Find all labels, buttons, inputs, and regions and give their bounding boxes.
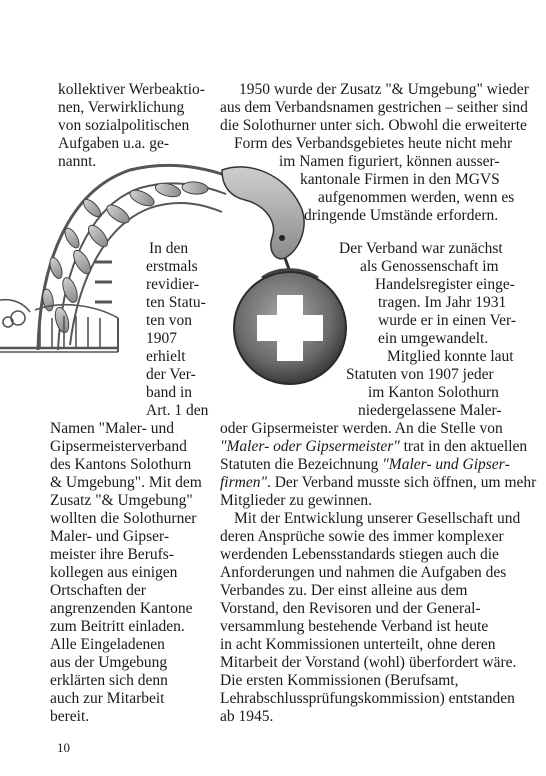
text-line: 1950 wurde der Zusatz "& Umgebung" wieder — [239, 81, 529, 98]
text-line: Namen "Maler- und — [50, 420, 174, 437]
text-line: band in — [146, 384, 193, 401]
text-line: Anforderungen und nahmen die Aufgaben des — [220, 564, 507, 581]
text-line: Mit der Entwicklung unserer Gesellschaft und — [234, 510, 521, 527]
text-line: der Ver- — [146, 366, 196, 383]
text-line: Mitglied konnte laut — [387, 348, 514, 365]
text-line: oder Gipsermeister werden. An die Stelle von — [220, 420, 503, 437]
italic-term: "Maler- oder Gipsermeister" — [220, 438, 400, 455]
text-line: auch zur Mitarbeit — [50, 690, 165, 707]
text-line: niedergelassene Maler- — [358, 402, 502, 419]
text-line: ten Statu- — [146, 294, 206, 311]
text-line: aufgenommen werden, wenn es — [318, 189, 515, 206]
text-line: Maler- und Gipser- — [50, 528, 170, 545]
text-line: ab 1945. — [220, 708, 274, 725]
text-span: Statuten die Bezeichnung — [220, 456, 383, 473]
text-line: Alle Eingeladenen — [50, 636, 165, 653]
text-line: Handelsregister einge- — [375, 276, 515, 293]
text-line: Statuten von 1907 jeder — [346, 366, 494, 383]
text-line: Mitarbeit der Vorstand (wohl) überfordert wäre. — [220, 654, 517, 671]
text-line: dringende Umstände erfordern. — [304, 207, 499, 224]
text-line: aus dem Verbandsnamen gestrichen – seither sind — [220, 99, 528, 116]
text-line: Verbandes zu. Der einst alleine aus dem — [220, 582, 468, 599]
text-line: angrenzenden Kantone — [50, 600, 193, 617]
italic-term: firmen" — [220, 474, 267, 491]
italic-term: "Maler- und Gipser — [382, 456, 505, 473]
text-line: erhielt — [146, 348, 186, 365]
text-line: revidier- — [146, 276, 200, 293]
text-line: als Genossenschaft im — [360, 258, 499, 275]
text-line: Art. 1 den — [146, 402, 209, 419]
text-line: Ortschaften der — [50, 582, 146, 599]
text-line: die Solothurner unter sich. Obwohl die erweiterte — [220, 117, 527, 134]
text-line: kantonale Firmen in den MGVS — [300, 171, 500, 188]
text-span: trat in den aktuellen — [399, 438, 528, 455]
text-line: nannt. — [58, 153, 97, 170]
text-line: deren Ansprüche sowie des immer komplexer — [220, 528, 504, 545]
text-line: Form des Verbandsgebietes heute nicht mehr — [234, 135, 513, 152]
text-line: & Umgebung". Mit dem — [50, 474, 202, 491]
text-line: Mitglieder zu gewinnen. — [220, 492, 372, 509]
text-line: Gipsermeisterverband — [50, 438, 187, 455]
text-line: in acht Kommissionen unterteilt, ohne deren — [220, 636, 496, 653]
text-line: Aufgaben u.a. ge- — [58, 135, 170, 152]
text-line: ten von — [146, 312, 193, 329]
text-line: nen, Verwirklichung — [58, 99, 185, 116]
page-number: 10 — [57, 740, 70, 755]
text-line: versammlung bestehende Verband ist heute — [220, 618, 489, 635]
text-line: 1907 — [146, 330, 177, 347]
text-line: wollten die Solothurner — [50, 510, 197, 527]
text-line: erklärten sich denn — [50, 672, 168, 689]
text-line — [220, 438, 527, 456]
text-line: aus der Umgebung — [50, 654, 168, 671]
text-line: Lehrabschlussprüfungskommission) entstanden — [220, 690, 515, 707]
text-line: erstmals — [146, 258, 198, 275]
text-line: Statuten die Bezeichnung "Maler- und Gipser- — [220, 456, 510, 473]
text-line: von sozialpolitischen — [58, 117, 190, 134]
text-line: werdenden Lebensstandards stiegen auch die — [220, 546, 499, 563]
text-line: tragen. Im Jahr 1931 — [378, 294, 507, 311]
text-line: kollektiver Werbeaktio- — [58, 81, 205, 98]
text-line: In den — [149, 240, 189, 257]
text-line: Die ersten Kommissionen (Berufsamt, — [220, 672, 459, 689]
text-line: Der Verband war zunächst — [339, 240, 503, 257]
text-line: wurde er in einen Ver- — [378, 312, 516, 329]
text-line: kollegen aus einigen — [50, 564, 178, 581]
text-line: zum Beitritt einladen. — [50, 618, 185, 635]
text-line: bereit. — [50, 708, 90, 725]
text-line: des Kantons Solothurn — [50, 456, 192, 473]
text-line: Zusatz "& Umgebung" — [50, 492, 193, 509]
text-line: im Namen figuriert, können ausser- — [279, 153, 500, 170]
text-line: im Kanton Solothurn — [368, 384, 499, 401]
text-line: ein umgewandelt. — [378, 330, 489, 347]
text-line: Vorstand, den Revisoren und der General- — [220, 600, 481, 617]
text-line: meister ihre Berufs- — [50, 546, 174, 563]
text-line — [220, 474, 536, 492]
fish-head-ornament — [222, 167, 304, 259]
text-span: . Der Verband musste sich öffnen, um mehr — [266, 474, 537, 491]
